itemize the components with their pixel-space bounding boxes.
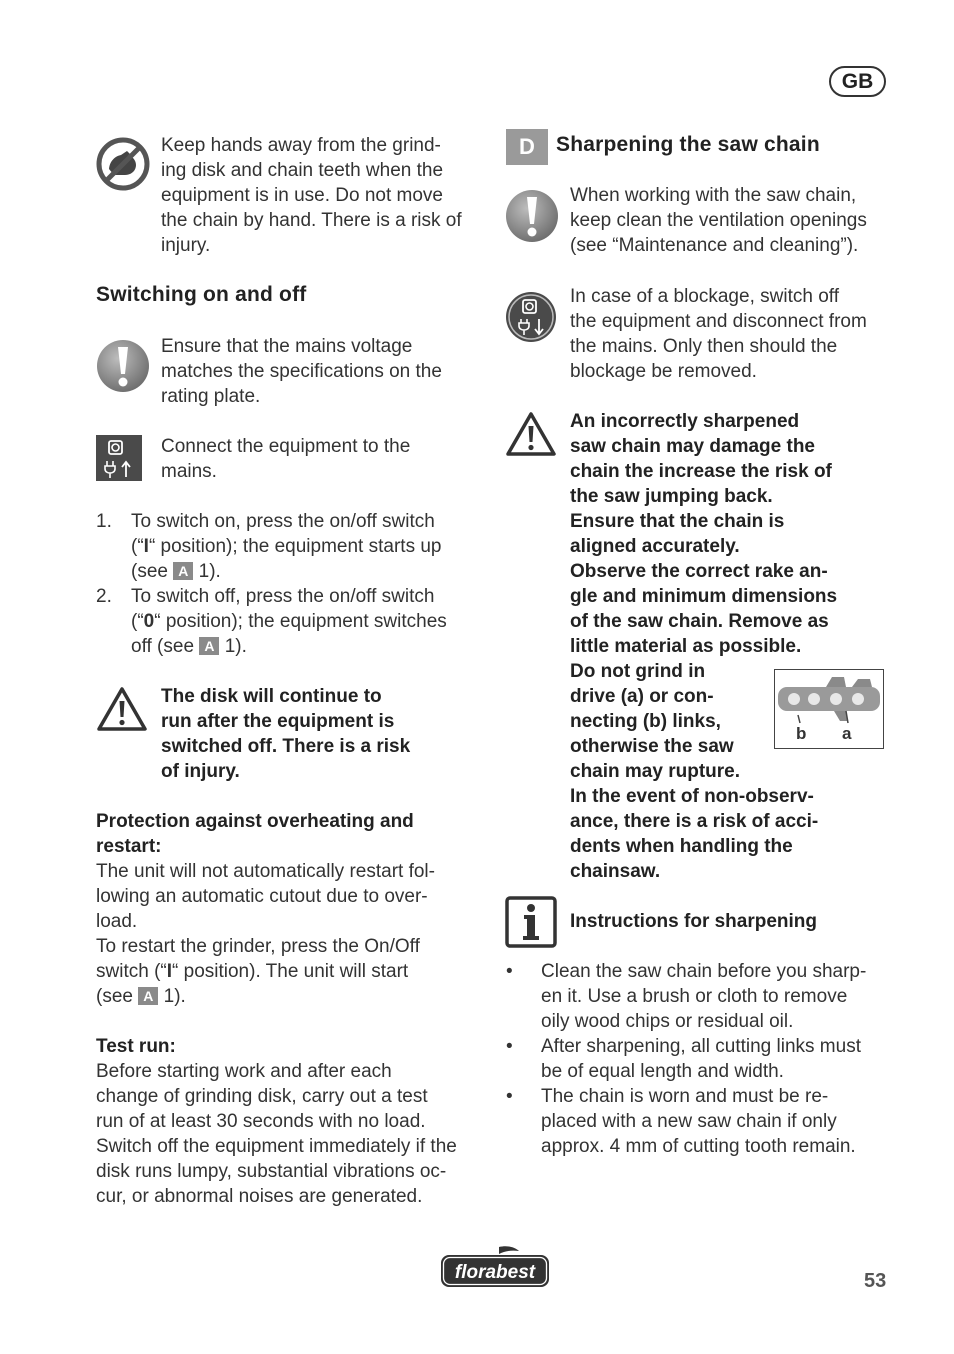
unplug-icon [505, 291, 557, 343]
florabest-logo [439, 1245, 551, 1289]
warning-triangle-icon [505, 411, 557, 457]
brand-name: florabest [454, 1262, 536, 1283]
chain-label-b: b [796, 724, 807, 743]
warning-triangle-icon [96, 686, 148, 732]
voltage-note: Ensure that the mains voltage matches the specifications on the rating plate. [161, 336, 442, 407]
info-icon [505, 896, 557, 948]
instructions-title: Instructions for sharpening [570, 911, 818, 932]
section-letter-badge: D [506, 129, 548, 165]
connect-note: Connect the equipment to the mains. [161, 436, 411, 482]
test-run-title: Test run: [96, 1036, 176, 1057]
no-hands-icon [96, 137, 150, 191]
sharpening-instructions-list [506, 959, 896, 1159]
blockage-note: In case of a blockage, switch off the equipment and disconnect from the mains. Only then should the blockage be removed. [570, 286, 867, 382]
sharpening-title: Sharpening the saw chain [556, 133, 820, 156]
hands-warning-text: Keep hands away from the grind- ing disk and chain teeth when the equipment is in use. Do not move the chain by hand. There is a risk of injury. [161, 135, 462, 256]
list-item: • After sharpening, all cutting links must be of equal length and width. [506, 1036, 861, 1082]
list-item: 1. To switch on, press the on/off switch (“I“ position); the equipment starts up (see A 1). [96, 511, 442, 582]
figure-ref-tag: A [199, 637, 219, 655]
sharpen-warning-text: An incorrectly sharpened saw chain may damage the chain the increase the risk of the saw jumping back. Ensure that the chain is aligned accurately. Observe the correct rake an- gle and minimum dimensions of the saw chain. Remove as little material as possible. Do not grind in drive (a) or con- necting (b) links, otherwise the saw chain may rupture. In the event of non-observ- ance, there is a risk of acci- dents when handling the chainsaw. [570, 411, 838, 882]
overheat-text: The unit will not automatically restart fol- lowing an automatic cutout due to over- load. To restart the grinder, press the On/Off switch (“I“ position). The unit will start (see A 1). [96, 861, 435, 1007]
chain-label-a: a [842, 724, 852, 743]
list-item: • The chain is worn and must be re- placed with a new saw chain if only approx. 4 mm of cutting tooth remain. [506, 1086, 856, 1157]
switching-title: Switching on and off [96, 283, 307, 306]
language-badge: GB [829, 66, 886, 97]
switch-steps-list [96, 509, 486, 659]
overheat-title: Protection against overheating and restart: [96, 811, 414, 857]
chain-links-illustration [774, 669, 884, 749]
plug-in-icon [96, 435, 142, 481]
list-item: 2. To switch off, press the on/off switch (“0“ position); the equipment switches off (see A 1). [96, 586, 447, 657]
list-item: • Clean the saw chain before you sharp- en it. Use a brush or cloth to remove oily wood chips or residual oil. [506, 961, 867, 1032]
exclamation-icon [96, 339, 150, 393]
figure-ref-tag: A [138, 987, 158, 1005]
disk-warning-text: The disk will continue to run after the equipment is switched off. There is a risk of injury. [161, 686, 411, 782]
page-number: 53 [864, 1270, 887, 1292]
figure-ref-tag: A [173, 562, 193, 580]
test-run-text: Before starting work and after each change of grinding disk, carry out a test run of at least 30 seconds with no load. Switch off the equipment immediately if the disk runs lumpy, substantial vibrations oc- cur, or abnormal noises are generated. [96, 1061, 457, 1207]
exclamation-icon [505, 189, 559, 243]
ventilation-note: When working with the saw chain, keep clean the ventilation openings (see “Maintenance and cleaning”). [570, 185, 867, 256]
